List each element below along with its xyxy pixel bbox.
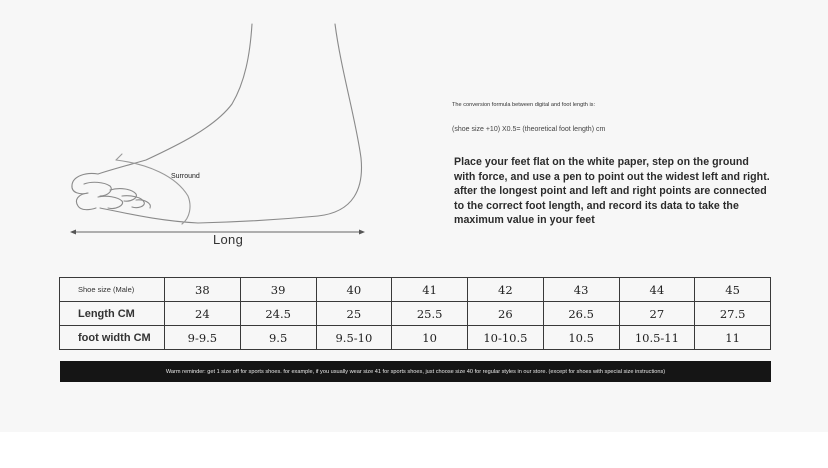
- table-cell: 9-9.5: [165, 326, 241, 350]
- table-cell: 38: [165, 278, 241, 302]
- bottom-band: [0, 432, 828, 468]
- table-row: [60, 302, 771, 326]
- table-cell: 9.5: [240, 326, 316, 350]
- table-cell: 10-10.5: [468, 326, 544, 350]
- table-cell: 27.5: [695, 302, 771, 326]
- warm-reminder-bar: [60, 361, 771, 382]
- table-row: [60, 278, 771, 302]
- warm-reminder-text: Warm reminder: get 1 size off for sports shoes. for example, if you usually wear size 41 for sports shoes, just choose size 40 for regular styles in our store. (except for shoes with special size instructions): [165, 368, 666, 375]
- formula-title: The conversion formula between digital and foot length is:: [452, 102, 596, 108]
- table-cell: 26: [468, 302, 544, 326]
- table-row: [60, 326, 771, 350]
- foot-outline-icon: [60, 20, 390, 245]
- table-cell: 24: [165, 302, 241, 326]
- row-header-length: Length CM: [60, 302, 165, 326]
- measurement-instructions: Place your feet flat on the white paper, step on the ground with force, and use a pen to point out the widest left and right. after the longest point and left and right points are connected to the correct foot length, and record its data to take the maximum value in your feet: [454, 156, 770, 227]
- table-cell: 10: [392, 326, 468, 350]
- table-cell: 43: [543, 278, 619, 302]
- row-header-shoe-size: Shoe size (Male): [60, 278, 165, 302]
- table-cell: 44: [619, 278, 695, 302]
- row-header-width: foot width CM: [60, 326, 165, 350]
- table-cell: 40: [316, 278, 392, 302]
- conversion-formula: (shoe size +10) X0.5= (theoretical foot length) cm: [452, 126, 606, 133]
- long-label: Long: [213, 232, 244, 247]
- table-cell: 45: [695, 278, 771, 302]
- table-cell: 11: [695, 326, 771, 350]
- table-cell: 10.5-11: [619, 326, 695, 350]
- size-table: [59, 277, 771, 350]
- table-cell: 25.5: [392, 302, 468, 326]
- table-cell: 27: [619, 302, 695, 326]
- table-cell: 10.5: [543, 326, 619, 350]
- table-cell: 25: [316, 302, 392, 326]
- table-cell: 42: [468, 278, 544, 302]
- surround-label: Surround: [171, 173, 200, 180]
- table-cell: 41: [392, 278, 468, 302]
- table-cell: 39: [240, 278, 316, 302]
- table-cell: 9.5-10: [316, 326, 392, 350]
- table-cell: 26.5: [543, 302, 619, 326]
- table-cell: 24.5: [240, 302, 316, 326]
